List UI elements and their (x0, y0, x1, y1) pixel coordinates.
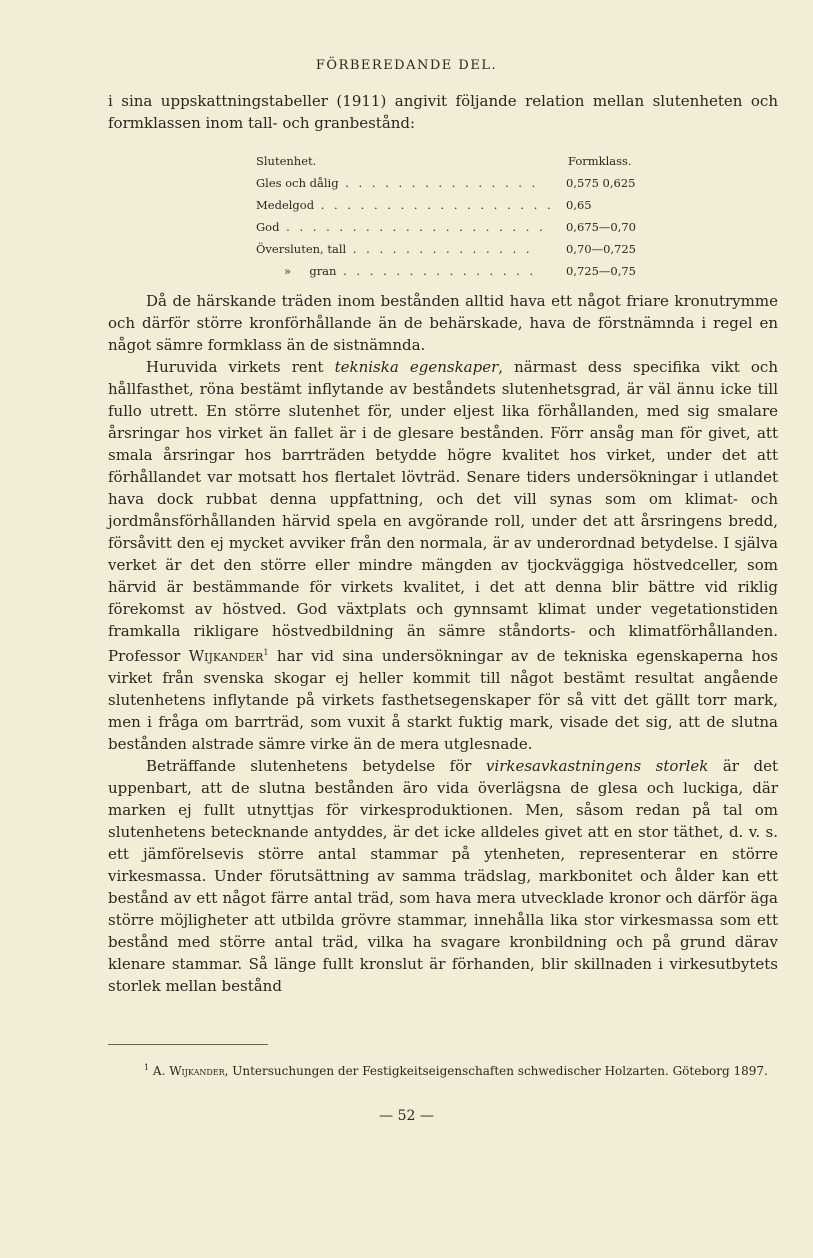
row-value: 0,70—0,725 (565, 242, 636, 256)
col-header-slutenhet: Slutenhet. (256, 154, 317, 168)
row-label: God (256, 220, 280, 234)
leader-dots: . . . . . . . . . . . . . . . . . . . . (279, 220, 546, 234)
row-value: 0,65 (565, 198, 592, 212)
table-row (256, 260, 636, 282)
row-value: 0,675—0,70 (565, 220, 636, 234)
row-label: Medelgod (256, 198, 315, 212)
leader-dots: . . . . . . . . . . . . . . (346, 242, 533, 256)
leader-dots: . . . . . . . . . . . . . . . (338, 176, 539, 190)
table-row (256, 216, 636, 238)
paragraph: Då de härskande träden inom bestånden alltid hava ett något friare kronutrymme och därför större kronförhållande än de behärskade, hava de förstnämnda i regel en något sämre formklass än de sistnämnda. (108, 292, 778, 354)
leader-dots: . . . . . . . . . . . . . . . (336, 264, 537, 278)
ditto-mark: » (284, 264, 292, 278)
footnote-rule (108, 1044, 268, 1045)
table-row (256, 238, 636, 260)
row-label: gran (309, 264, 337, 278)
footnote-mark: 1 (144, 1063, 150, 1072)
paragraph: Beträffande slutenhetens betydelse för virkesavkastningens storlek är det uppenbart, att de slutna bestånden äro vida överlägsna de glesa och luckiga, där marken ej fullt utnyttjas för virkesproduktionen. Men, såsom redan på tal om slutenhetens betecknande antyddes, är det icke alldeles givet att en stor täthet, d. v. s. ett jämförelsevis större antal stammar på ytenheten, representerar en större virkesmassa. Under förutsättning av samma trädslag, markbonitet och ålder kan ett bestånd av ett något färre antal träd, som hava mera utvecklade kronor och därför äga större möjligheter att utbilda grövre stammar, innehålla lika stor virkesmassa som ett bestånd med större antal träd, vilka ha svagare kronbildning och på grund därav klenare stammar. Så länge fullt kronslut är förhanden, blir skillnaden i virkesutbytets storlek mellan bestånd (108, 757, 778, 995)
intro-paragraph: i sina uppskattningstabeller (1911) angivit följande relation mellan slutenheten och formklassen inom tall- och granbestånd: (108, 92, 778, 132)
paragraph: Huruvida virkets rent tekniska egenskaper, närmast dess specifika vikt och hållfasthet, röna bestämt inflytande av beståndets slutenhetsgrad, är väl ännu icke till fullo utrett. En större slutenhet för, under eljest lika förhållanden, med sig smalare årsringar hos virket än fallet är i de glesare bestånden. Förr ansåg man för givet, att smala årsringar hos barrträden betydde högre kvalitet hos virket, under det att förhållandet var motsatt hos flertalet lövträd. Senare tiders undersökningar i utlandet hava dock rubbat denna uppfattning, och det vill synas som om klimat- och jordmånsförhållanden härvid spela en avgörande roll, under det att årsringens bredd, försåvitt den ej mycket avviker från den normala, är av underordnad betydelse. I själva verket är det den större eller mindre mängden av tjockväggiga höstvedceller, som härvid är bestämmande för virkets kvalitet, i det att denna blir bättre vid riklig förekomst av höstved. God växtplats och gynnsamt klimat under vegetationstiden framkalla rikligare höstvedbildning än sämre ståndorts- och klimatförhållanden. Professor Wijkander$^1$ har vid sina undersökningar av de tekniska egenskaperna hos virket från svenska skogar ej heller kommit till något bestämt resultat angående slutenhetens inflytande på virkets fasthetsegenskaper för så vitt det gällt torr mark, men i fråga om barrträd, som vuxit å starkt fuktig mark, visade det sig, att de slutna bestånden alstrade sämre virke än de mera utglesnade. (108, 358, 778, 753)
row-label: Gles och dålig (256, 176, 339, 190)
row-value: 0,575 0,625 (565, 176, 636, 190)
table-row (256, 172, 636, 194)
row-value: 0,725—0,75 (565, 264, 636, 278)
emphasis: tekniska egenskaper (334, 358, 499, 376)
row-label: Översluten, tall (256, 242, 347, 256)
col-header-formklass: Formklass. (567, 154, 632, 168)
slutenhet-formklass-table (256, 150, 636, 282)
leader-dots: . . . . . . . . . . . . . . . . . . (314, 198, 554, 212)
page-number: — 52 — (379, 1108, 434, 1124)
footnote (108, 1058, 778, 1081)
table-row (256, 194, 636, 216)
table-header-row (256, 150, 636, 172)
running-header: FÖRBEREDANDE DEL. (315, 58, 498, 73)
emphasis: virkesavkastningens storlek (485, 757, 709, 775)
author-name: Wijkander (188, 647, 264, 665)
footnote-ref[interactable]: 1 (263, 648, 269, 657)
body-text (108, 290, 778, 997)
footnote-author: A. Wijkander, (152, 1064, 229, 1078)
footnote-text: Untersuchungen der Festigkeitseigenschaften schwedischer Holzarten. Göteborg 1897. (228, 1064, 768, 1078)
